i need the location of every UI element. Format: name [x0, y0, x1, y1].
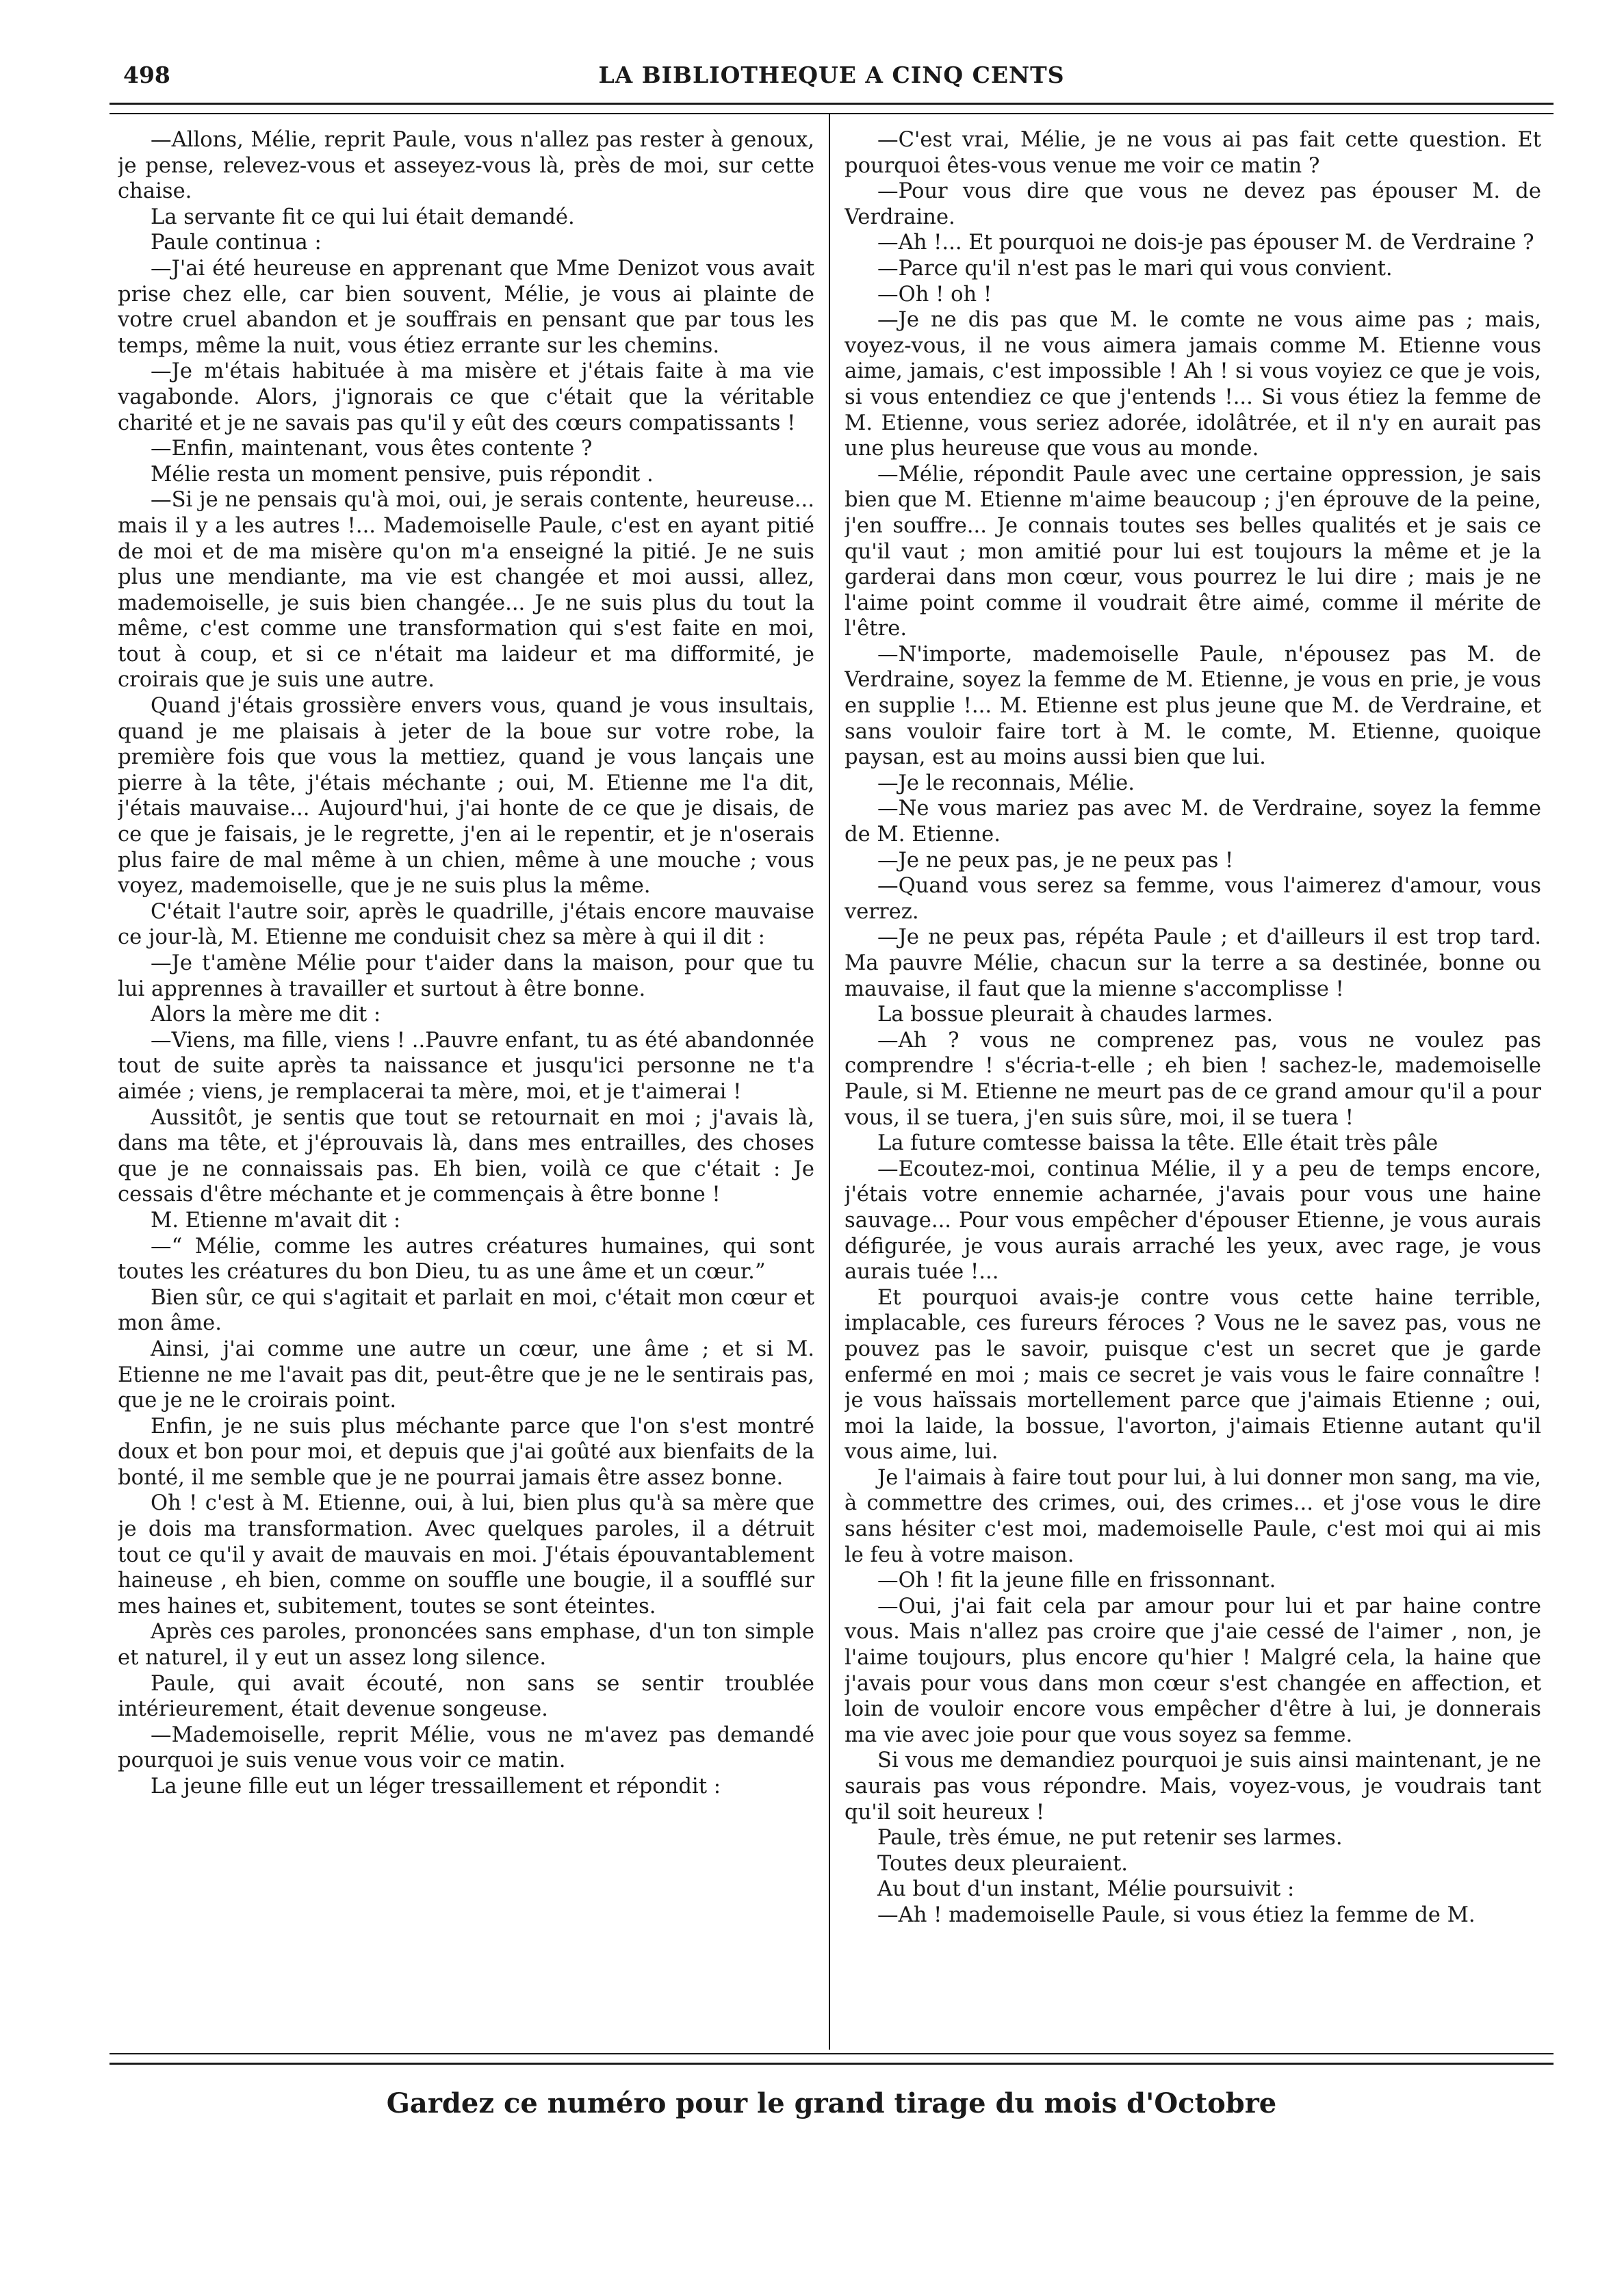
- paragraph: La servante fit ce qui lui était demandé.: [151, 205, 575, 229]
- running-title: LA BIBLIOTHEQUE A CINQ CENTS: [598, 62, 1065, 88]
- paragraph: —Quand vous serez sa femme, vous l'aimerez d'amour, vous verrez.: [845, 874, 1541, 924]
- paragraph: —Si je ne pensais qu'à moi, oui, je serais contente, heureuse... mais il y a les autres !... Mademoiselle Paule, c'est en ayant pitié de moi et de ma misère qu'on m'a enseigné la pitié. Je ne suis plus une mendiante, ma vie est changée et moi aussi, allez, mademoiselle, je suis bien changée... Je ne suis plus du tout la même, c'est comme une transformation qui s'est faite en moi, tout à coup, et si ce n'était ma laideur et ma difformité, je croirais que je suis une autre.: [118, 488, 814, 693]
- paragraph: —Je ne peux pas, répéta Paule ; et d'ailleurs il est trop tard. Ma pauvre Mélie, chacun sur la terre a sa destinée, bonne ou mauvaise, il faut que la mienne s'accomplisse !: [845, 925, 1541, 1001]
- paragraph: Paule continua :: [151, 231, 322, 255]
- paragraph: —Enfin, maintenant, vous êtes contente ?: [151, 437, 593, 461]
- paragraph: —Je le reconnais, Mélie.: [877, 771, 1135, 795]
- paragraph: Bien sûr, ce qui s'agitait et parlait en moi, c'était mon cœur et mon âme.: [118, 1285, 814, 1336]
- paragraph: La jeune fille eut un léger tressaillement et répondit :: [151, 1775, 721, 1798]
- paragraph: Après ces paroles, prononcées sans emphase, d'un ton simple et naturel, il y eut un assez long silence.: [118, 1620, 814, 1671]
- paragraph: —Ah ! mademoiselle Paule, si vous étiez la femme de M.: [877, 1902, 1475, 1927]
- paragraph: Alors la mère me dit :: [151, 1003, 381, 1027]
- paragraph: —“ Mélie, comme les autres créatures humaines, qui sont toutes les créatures du bon Dieu, tu as une âme et un cœur.”: [118, 1234, 814, 1285]
- paragraph: —Ah ? vous ne comprenez pas, vous ne voulez pas comprendre ! s'écria-t-elle ; eh bien ! sachez-le, mademoiselle Paule, si M. Etienne ne meurt pas de ce grand amour qu'il a pour vous, il se tuera, j'en suis sûre, moi, il se tuera !: [845, 1028, 1541, 1130]
- paragraph: Quand j'étais grossière envers vous, quand je vous insultais, quand je me plaisais à jeter de la boue sur votre robe, la première fois que vous la mettiez, quand je vous lançais une pierre à la tête, j'étais méchante ; oui, M. Etienne me l'a dit, j'étais mauvaise... Aujourd'hui, j'ai honte de ce que je disais, de ce que je faisais, je le regrette, j'en ai le repentir, et je n'oserais plus faire de mal même à un chien, même à une mouche ; vous voyez, mademoiselle, que je ne suis plus la même.: [118, 694, 814, 899]
- paragraph: C'était l'autre soir, après le quadrille, j'étais encore mauvaise ce jour-là, M. Etienne me conduisit chez sa mère à qui il dit :: [118, 899, 814, 950]
- paragraph: —Oui, j'ai fait cela par amour pour lui et par haine contre vous. Mais n'allez pas croire que j'aie cessé de l'aimer , non, je l'aime toujours, plus encore qu'hier ! Malgré cela, la haine que j'avais pour vous dans mon cœur s'est changée en affection, et loin de vouloir encore vous empêcher d'être à lui, je donnerais ma vie avec joie pour que vous soyez sa femme.: [845, 1594, 1541, 1747]
- paragraph: Paule, très émue, ne put retenir ses larmes.: [877, 1826, 1343, 1850]
- paragraph: —Parce qu'il n'est pas le mari qui vous convient.: [877, 256, 1393, 281]
- paragraph: —N'importe, mademoiselle Paule, n'épousez pas M. de Verdraine, soyez la femme de M. Etienne, je vous en prie, je vous en supplie !... M. Etienne est plus jeune que M. de Verdraine, et sans vouloir faire tort à M. le comte, M. Etienne, quoique paysan, est au moins aussi bien que lui.: [845, 642, 1541, 770]
- paragraph: —Viens, ma fille, viens ! ..Pauvre enfant, tu as été abandonnée tout de suite après ta naissance et jusqu'ici personne ne t'a aimée ; viens, je remplacerai ta mère, moi, et je t'aimerai !: [118, 1028, 814, 1104]
- right-column: [845, 127, 1541, 2269]
- paragraph: Mélie resta un moment pensive, puis répondit .: [151, 462, 654, 487]
- paragraph: —Je ne peux pas, je ne peux pas !: [877, 848, 1234, 873]
- paragraph: Si vous me demandiez pourquoi je suis ainsi maintenant, je ne saurais pas vous répondre. Mais, voyez-vous, je voudrais tant qu'il soit heureux !: [845, 1749, 1541, 1824]
- paragraph: —Je ne dis pas que M. le comte ne vous aime pas ; mais, voyez-vous, il ne vous aimera jamais comme M. Etienne vous aime, jamais, c'est impossible ! Ah ! si vous voyiez ce que je vois, si vous entendiez ce que j'entends !... Si vous étiez la femme de M. Etienne, vous seriez adorée, idolâtrée, et il n'y en aurait pas une plus heureuse que vous au monde.: [845, 308, 1541, 461]
- paragraph: Oh ! c'est à M. Etienne, oui, à lui, bien plus qu'à sa mère que je dois ma transformation. Avec quelques paroles, il a détruit tout ce qu'il y avait de mauvais en moi. J'étais épouvantablement haineuse , eh bien, comme on souffle une bougie, il a soufflé sur mes haines et, subitement, toutes se sont éteintes.: [118, 1491, 814, 1618]
- header-double-rule: [109, 103, 1554, 114]
- paragraph: —Allons, Mélie, reprit Paule, vous n'allez pas rester à genoux, je pense, relevez-vous et asseyez-vous là, près de moi, sur cette chaise.: [118, 128, 814, 204]
- paragraph: —J'ai été heureuse en apprenant que Mme Denizot vous avait prise chez elle, car bien souvent, Mélie, je vous ai plainte de votre cruel abandon et je souffrais en pensant que par tous les temps, même la nuit, vous étiez errante sur les chemins.: [118, 256, 814, 358]
- paragraph: —Je m'étais habituée à ma misère et j'étais faite à ma vie vagabonde. Alors, j'ignorais ce que c'était que la véritable charité et je ne savais pas qu'il y eût des cœurs compatissants !: [118, 359, 814, 435]
- paragraph: Paule, qui avait écouté, non sans se sentir troublée intérieurement, était devenue songeuse.: [118, 1671, 814, 1722]
- paragraph: La future comtesse baissa la tête. Elle était très pâle: [877, 1131, 1439, 1156]
- page-number: 498: [123, 62, 170, 88]
- paragraph: La bossue pleurait à chaudes larmes.: [877, 1003, 1274, 1027]
- paragraph: —Ah !... Et pourquoi ne dois-je pas épouser M. de Verdraine ?: [877, 231, 1534, 255]
- column-divider: [829, 113, 830, 2050]
- paragraph: —Oh ! oh !: [877, 282, 992, 307]
- paragraph: —Mademoiselle, reprit Mélie, vous ne m'avez pas demandé pourquoi je suis venue vous voir ce matin.: [118, 1723, 814, 1773]
- paragraph: —Pour vous dire que vous ne devez pas épouser M. de Verdraine.: [845, 179, 1541, 229]
- paragraph: —Mélie, répondit Paule avec une certaine oppression, je sais bien que M. Etienne m'aime beaucoup ; j'en éprouve de la peine, j'en souffre... Je connais toutes ses belles qualités et je sais ce qu'il vaut ; mon amitié pour lui est toujours la même et je la garderai dans mon cœur, vous pourrez le lui dire ; mais je ne l'aime point comme il voudrait être aimé, comme il mérite de l'être.: [845, 462, 1541, 641]
- paragraph: M. Etienne m'avait dit :: [151, 1208, 401, 1233]
- paragraph: Au bout d'un instant, Mélie poursuivit :: [877, 1877, 1295, 1902]
- paragraph: Ainsi, j'ai comme une autre un cœur, une âme ; et si M. Etienne ne me l'avait pas dit, peut-être que je ne le sentirais pas, que je ne le croirais point.: [118, 1337, 814, 1413]
- paragraph: —Ne vous mariez pas avec M. de Verdraine, soyez la femme de M. Etienne.: [845, 797, 1541, 847]
- paragraph: —Je t'amène Mélie pour t'aider dans la maison, pour que tu lui apprennes à travailler et surtout à être bonne.: [118, 951, 814, 1001]
- paragraph: Aussitôt, je sentis que tout se retournait en moi ; j'avais là, dans ma tête, et j'éprouvais là, dans mes entrailles, des choses que je ne connaissais pas. Eh bien, voilà ce que c'était : Je cessais d'être méchante et je commençais à être bonne !: [118, 1105, 814, 1207]
- paragraph: Je l'aimais à faire tout pour lui, à lui donner mon sang, ma vie, à commettre des crimes, oui, des crimes... et j'ose vous le dire sans hésiter c'est moi, mademoiselle Paule, c'est moi qui ai mis le feu à votre maison.: [845, 1465, 1541, 1567]
- footer-double-rule: [109, 2053, 1554, 2065]
- paragraph: Toutes deux pleuraient.: [877, 1851, 1129, 1876]
- page-header: [109, 56, 1554, 97]
- left-column: [118, 127, 814, 2269]
- paragraph: —C'est vrai, Mélie, je ne vous ai pas fait cette question. Et pourquoi êtes-vous venue me voir ce matin ?: [845, 128, 1541, 178]
- paragraph: Enfin, je ne suis plus méchante parce que l'on s'est montré doux et bon pour moi, et depuis que j'ai goûté aux bienfaits de la bonté, il me semble que je ne pourrai jamais être assez bonne.: [118, 1414, 814, 1490]
- footer-notice: Gardez ce numéro pour le grand tirage du mois d'Octobre: [386, 2087, 1277, 2119]
- paragraph: Et pourquoi avais-je contre vous cette haine terrible, implacable, ces fureurs féroces ? Vous ne le savez pas, vous ne pouvez pas le savoir, puisque c'est un secret que je garde enfermé en moi ; mais ce secret je vais vous le faire connaître ! je vous haïssais mortellement parce que j'aimais Etienne ; oui, moi la laide, la bossue, l'avorton, j'aimais Etienne autant qu'il vous aime, lui.: [845, 1285, 1541, 1465]
- paragraph: —Oh ! fit la jeune fille en frissonnant.: [877, 1569, 1276, 1593]
- paragraph: —Ecoutez-moi, continua Mélie, il y a peu de temps encore, j'étais votre ennemie acharnée, j'avais pour vous une haine sauvage... Pour vous empêcher d'épouser Etienne, je vous aurais défigurée, je vous aurais arraché les yeux, avec rage, je vous aurais tuée !...: [845, 1157, 1541, 1285]
